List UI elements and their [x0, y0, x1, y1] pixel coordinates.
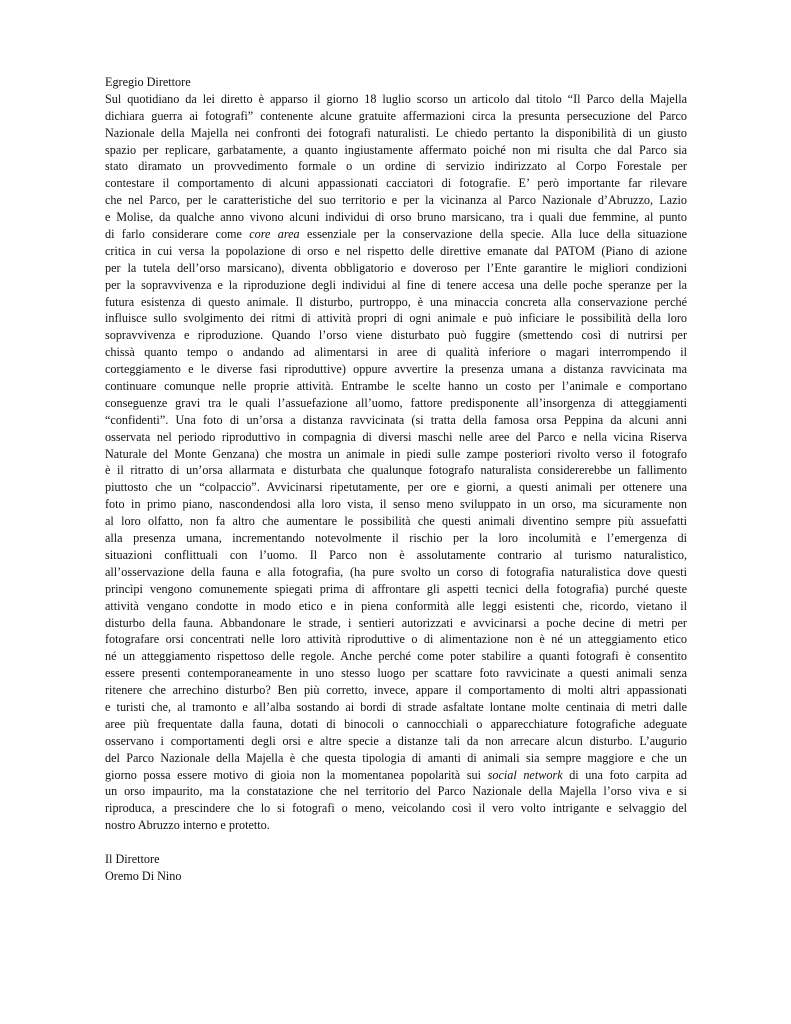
- body-line: per la tutela dell’orso marsicano), diventa obbligatorio e doveroso per l’Ente garantire le migliori condizioni: [105, 260, 687, 275]
- body-line: alla presenza umana, incrementando notevolmente il rischio per la loro incolumità e l’emergenza di: [105, 531, 687, 546]
- body-line: che nel Parco, per le caratteristiche del suo territorio e per la vicinanza al Parco Nazionale d’Abruzzo, Lazio: [105, 193, 687, 208]
- body-line: contestare il comportamento di alcuni appassionati cacciatori di fotografie. E’ però importante far rilevare: [105, 176, 687, 191]
- body-line: Naturale del Monte Genzana) che mostra un animale in piedi sulle zampe posteriori rivolto verso il fotografo: [105, 446, 687, 461]
- body-line: riproduca, a prescindere che lo si fotografi o meno, veicolando così il vero volto intrigante e selvaggio del: [105, 801, 687, 816]
- body-line: conseguenze gravi tra le quali l’assuefazione all’uomo, fattore predisponente all’insorgenza di atteggiamenti: [105, 395, 687, 410]
- letter-page: [105, 74, 687, 885]
- body-line: princìpi vengono comunemente spiegati prima di affrontare gli aspetti tecnici della fotografia) purché queste: [105, 581, 687, 596]
- body-line: è il ritratto di un’orsa allarmata e disturbata che qualunque fotografo naturalista considererebbe un fallimento: [105, 463, 687, 478]
- body-line: nostro Abruzzo interno e protetto.: [105, 818, 270, 833]
- signature-name: Oremo Di Nino: [105, 868, 182, 883]
- body-line: foto in primo piano, nascondendosi alla loro vista, il senso meno sviluppato in un orso, ma sicuramente non: [105, 497, 687, 512]
- body-line: del Parco Nazionale della Majella è che questa tipologia di amanti di animali sia sempre maggiore e che un: [105, 750, 687, 765]
- body-line: e turisti che, al tramonto e all’alba sostando ai bordi di strade asfaltate lontane molte centinaia di metri dalle: [105, 699, 687, 714]
- body-line: influisce sullo svolgimento dei ritmi di attività propri di ogni animale e può inficiare le possibilità della loro: [105, 311, 687, 326]
- emphasis: core area: [249, 227, 300, 242]
- body-line: per la sopravvivenza e la riproduzione degli individui al fine di tenere accesa una delle poche speranze per la: [105, 277, 687, 292]
- body-line: giorno possa essere motivo di gioia non la momentanea popolarità sui social network di una foto carpita ad: [105, 767, 687, 782]
- body-line: Nazionale della Majella nei confronti dei fotografi naturalisti. Le chiedo pertanto la disponibilità di un giusto: [105, 125, 687, 140]
- body-line: al loro olfatto, non fa altro che aumentare le possibilità che questi animali diventino sempre più assuefatti: [105, 514, 687, 529]
- body-line: critica in cui versa la popolazione di orso e nel rispetto delle direttive emanate dal PATOM (Piano di azione: [105, 243, 687, 258]
- body-line: attività vengano condotte in modo etico e in piena conformità alle leggi esistenti che, ricordo, vietano il: [105, 598, 687, 613]
- body-line: un orso impaurito, ma la constatazione che nel territorio del Parco Nazionale della Majella l’orso viva e si: [105, 784, 687, 799]
- body-line: Sul quotidiano da lei diretto è apparso il giorno 18 luglio scorso un articolo dal titolo “Il Parco della Majella: [105, 91, 687, 106]
- body-line: dichiara guerra ai fotografi” contenente alcune gratuite affermazioni circa la presunta persecuzione del Parco: [105, 108, 687, 123]
- body-line: situazioni conflittuali con l’uomo. Il Parco non è assolutamente contrario al turismo naturalistico,: [105, 547, 687, 562]
- body-line: stato diramato un provvedimento formale o un ordine di servizio indirizzato al Corpo Forestale per: [105, 159, 687, 174]
- body-line: continuare comunque nelle proprie attività. Entrambe le scelte hanno un costo per l’animale e comportano: [105, 379, 687, 394]
- body-line: né un atteggiamento rispettoso delle regole. Anche perché come poter stabilire a quanti fotografi è consentito: [105, 649, 687, 664]
- body-line: futura esistenza di questo animale. Il disturbo, purtroppo, è una minaccia concreta alla conservazione perché: [105, 294, 687, 309]
- salutation: Egregio Direttore: [105, 75, 191, 89]
- body-line: piuttosto che un “colpaccio”. Avvicinarsi ripetutamente, per ore e giorni, a questi animali per ottenere una: [105, 480, 687, 495]
- body-line: aree più frequentate dalla fauna, dotati di binocoli o cannocchiali o apparecchiature fotografiche adeguate: [105, 716, 687, 731]
- paragraph-gap: [105, 834, 687, 851]
- body-line: all’osservazione della fauna e alla fotografia, (ha pure svolto un corso di fotografia naturalistica dove questi: [105, 564, 687, 579]
- body-line: corteggiamento e le diverse fasi riproduttive) oppure avvertire la presenza umana a distanza ravvicinata ma: [105, 362, 687, 377]
- body-line: osservano i comportamenti degli orsi e altre specie a distanze tali da non arrecare alcun disturbo. L’augurio: [105, 733, 687, 748]
- body-line: ritenere che arrechino disturbo? Ben più corretto, invece, appare il comportamento di molti altri appassionati: [105, 683, 687, 698]
- body-line: “confidenti”. Una foto di un’orsa a distanza ravvicinata (si tratta della famosa orsa Peppina da alcuni anni: [105, 412, 687, 427]
- body-line: osservata nel periodo riproduttivo in compagnia di diversi maschi nelle aree del Parco e nella vicina Riserva: [105, 429, 687, 444]
- signature-title: Il Direttore: [105, 851, 160, 866]
- body-line: sopravvivenza e riproduzione. Quando l’orso viene disturbato può fuggire (smettendo così di nutrirsi per: [105, 328, 687, 343]
- body-line: chissà quanto tempo o andando ad alimentarsi in aree di qualità inferiore o magari interrompendo il: [105, 345, 687, 360]
- body-line: spazio per replicare, garbatamente, a quanto ingiustamente affermato poiché non mi risulta che dal Parco sia: [105, 142, 687, 157]
- body-line: fotografare orsi concentrati nelle loro attività riproduttive o di alimentazione non è né un atteggiamento etico: [105, 632, 687, 647]
- letter-body: [105, 91, 687, 834]
- body-line: di farlo considerare come core area essenziale per la conservazione della specie. Alla luce della situazione: [105, 227, 687, 242]
- body-line: disturbo della fauna. Abbandonare le strade, i sentieri autorizzati e avvicinarsi a poche decine di metri per: [105, 615, 687, 630]
- emphasis: social network: [487, 767, 563, 782]
- body-line: essere presenti contemporaneamente in uno stesso luogo per scattare foto ravvicinate a questi animali senza: [105, 666, 687, 681]
- body-line: e Molise, da qualche anno vivono alcuni individui di orso bruno marsicano, tra i quali due femmine, al punto: [105, 210, 687, 225]
